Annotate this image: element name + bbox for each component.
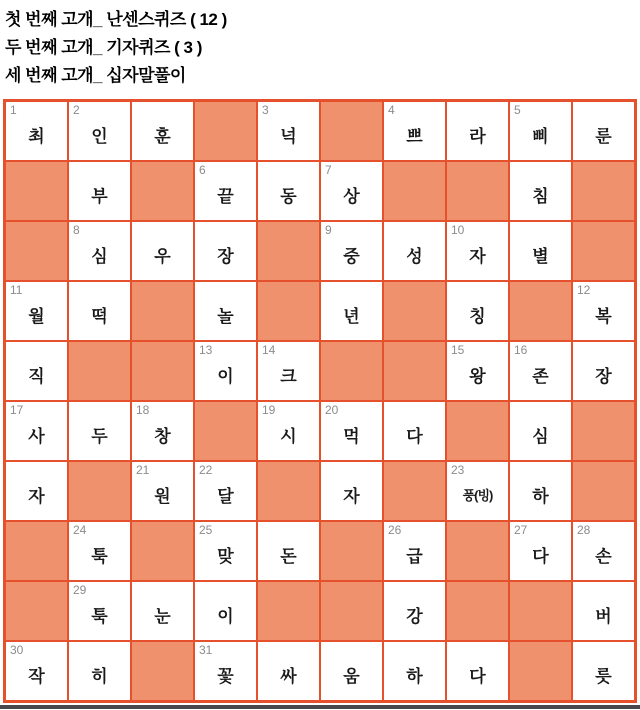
cell-letter: 장 bbox=[217, 247, 234, 266]
puzzle-cell[interactable] bbox=[573, 282, 634, 340]
clue-number: 11 bbox=[10, 283, 23, 297]
blocked-cell bbox=[6, 162, 67, 220]
puzzle-cell[interactable] bbox=[510, 522, 571, 580]
puzzle-cell[interactable] bbox=[447, 102, 508, 160]
puzzle-cell[interactable] bbox=[384, 102, 445, 160]
blocked-cell bbox=[573, 162, 634, 220]
crossword-grid bbox=[3, 99, 637, 703]
puzzle-cell[interactable] bbox=[510, 462, 571, 520]
cell-letter: 칭 bbox=[469, 307, 486, 326]
cell-letter: 룬 bbox=[595, 127, 612, 146]
puzzle-cell[interactable] bbox=[69, 102, 130, 160]
blocked-cell bbox=[132, 522, 193, 580]
blocked-cell bbox=[384, 282, 445, 340]
puzzle-cell[interactable] bbox=[6, 342, 67, 400]
cell-letter: 이 bbox=[217, 367, 234, 386]
cell-letter: 툭 bbox=[91, 547, 108, 566]
cell-letter: 쁘 bbox=[406, 127, 423, 146]
cell-letter: 사 bbox=[28, 427, 45, 446]
puzzle-cell[interactable] bbox=[69, 222, 130, 280]
puzzle-cell[interactable] bbox=[573, 102, 634, 160]
cell-letter: 중 bbox=[343, 247, 360, 266]
blocked-cell bbox=[69, 342, 130, 400]
cell-letter: 침 bbox=[532, 187, 549, 206]
cell-letter: 맞 bbox=[217, 547, 234, 566]
cell-letter: 우 bbox=[154, 247, 171, 266]
puzzle-cell[interactable] bbox=[132, 582, 193, 640]
puzzle-cell[interactable] bbox=[195, 342, 256, 400]
cell-letter: 심 bbox=[91, 247, 108, 266]
cell-letter: 라 bbox=[469, 127, 486, 146]
cell-letter: 부 bbox=[91, 187, 108, 206]
cell-letter: 최 bbox=[28, 127, 45, 146]
cell-letter: 창 bbox=[154, 427, 171, 446]
puzzle-cell[interactable] bbox=[132, 462, 193, 520]
cell-letter: 동 bbox=[280, 187, 297, 206]
puzzle-cell[interactable] bbox=[195, 582, 256, 640]
cell-letter: 릇 bbox=[595, 667, 612, 686]
puzzle-cell[interactable] bbox=[69, 582, 130, 640]
puzzle-cell[interactable] bbox=[510, 342, 571, 400]
clue-number: 19 bbox=[262, 403, 276, 417]
clue-number: 31 bbox=[199, 643, 213, 657]
puzzle-cell[interactable] bbox=[6, 282, 67, 340]
cell-letter: 상 bbox=[343, 187, 360, 206]
puzzle-cell[interactable] bbox=[447, 342, 508, 400]
clue-number: 18 bbox=[136, 403, 150, 417]
blocked-cell bbox=[447, 402, 508, 460]
puzzle-cell[interactable] bbox=[573, 642, 634, 700]
blocked-cell bbox=[321, 522, 382, 580]
clue-number: 27 bbox=[514, 523, 528, 537]
blocked-cell bbox=[258, 222, 319, 280]
puzzle-cell[interactable] bbox=[6, 102, 67, 160]
puzzle-cell[interactable] bbox=[384, 522, 445, 580]
puzzle-cell[interactable] bbox=[510, 162, 571, 220]
puzzle-cell[interactable] bbox=[195, 162, 256, 220]
blocked-cell bbox=[384, 162, 445, 220]
puzzle-cell[interactable] bbox=[258, 162, 319, 220]
clue-number: 6 bbox=[199, 163, 206, 177]
cell-letter: 심 bbox=[532, 427, 549, 446]
puzzle-cell[interactable] bbox=[447, 642, 508, 700]
puzzle-cell[interactable] bbox=[447, 222, 508, 280]
blocked-cell bbox=[384, 342, 445, 400]
cell-letter: 강 bbox=[406, 607, 423, 626]
cell-letter: 이 bbox=[217, 607, 234, 626]
quiz-step-1: 첫 번째 고개_ 난센스퀴즈 ( 12 ) bbox=[5, 10, 227, 29]
puzzle-cell[interactable] bbox=[447, 462, 508, 520]
quiz-step-2: 두 번째 고개_ 기자퀴즈 ( 3 ) bbox=[5, 38, 202, 57]
puzzle-cell[interactable] bbox=[258, 102, 319, 160]
cell-letter: 존 bbox=[532, 367, 549, 386]
cell-letter: 크 bbox=[280, 367, 297, 386]
blocked-cell bbox=[447, 162, 508, 220]
cell-letter: 별 bbox=[532, 247, 549, 266]
blocked-cell bbox=[195, 402, 256, 460]
cell-letter: 년 bbox=[343, 307, 360, 326]
blocked-cell bbox=[132, 282, 193, 340]
puzzle-cell[interactable] bbox=[321, 222, 382, 280]
blocked-cell bbox=[258, 582, 319, 640]
puzzle-cell[interactable] bbox=[258, 642, 319, 700]
cell-letter: 급 bbox=[406, 547, 423, 566]
clue-number: 13 bbox=[199, 343, 213, 357]
cell-letter: 히 bbox=[91, 667, 108, 686]
cell-letter: 다 bbox=[469, 667, 486, 686]
cell-letter: 복 bbox=[595, 307, 612, 326]
cell-letter: 꽃 bbox=[217, 667, 234, 686]
blocked-cell bbox=[447, 522, 508, 580]
clue-number: 23 bbox=[451, 463, 465, 477]
puzzle-cell[interactable] bbox=[384, 402, 445, 460]
blocked-cell bbox=[321, 102, 382, 160]
cell-letter: 작 bbox=[28, 667, 45, 686]
puzzle-cell[interactable] bbox=[69, 282, 130, 340]
puzzle-cell[interactable] bbox=[132, 402, 193, 460]
blocked-cell bbox=[258, 282, 319, 340]
cell-letter: 먹 bbox=[343, 427, 360, 446]
puzzle-cell[interactable] bbox=[69, 642, 130, 700]
cell-letter: 장 bbox=[595, 367, 612, 386]
clue-number: 26 bbox=[388, 523, 402, 537]
blocked-cell bbox=[510, 642, 571, 700]
puzzle-cell[interactable] bbox=[195, 282, 256, 340]
cell-letter: 손 bbox=[595, 547, 612, 566]
cell-letter: 성 bbox=[406, 247, 423, 266]
clue-number: 1 bbox=[10, 103, 17, 117]
clue-number: 10 bbox=[451, 223, 465, 237]
blocked-cell bbox=[6, 582, 67, 640]
cell-letter: 자 bbox=[343, 487, 360, 506]
cell-letter: 눈 bbox=[154, 607, 171, 626]
clue-number: 24 bbox=[73, 523, 87, 537]
clue-number: 15 bbox=[451, 343, 465, 357]
clue-number: 9 bbox=[325, 223, 332, 237]
cell-letter: 버 bbox=[595, 607, 612, 626]
puzzle-cell[interactable] bbox=[321, 402, 382, 460]
blocked-cell bbox=[132, 642, 193, 700]
puzzle-cell[interactable] bbox=[69, 402, 130, 460]
cell-letter: 다 bbox=[406, 427, 423, 446]
cell-letter: 풍(빙) bbox=[462, 488, 493, 503]
cell-letter: 놀 bbox=[217, 307, 234, 326]
puzzle-cell[interactable] bbox=[384, 642, 445, 700]
clue-number: 8 bbox=[73, 223, 80, 237]
puzzle-cell[interactable] bbox=[573, 522, 634, 580]
clue-number: 2 bbox=[73, 103, 80, 117]
cell-letter: 두 bbox=[91, 427, 108, 446]
cell-letter: 떡 bbox=[91, 307, 108, 326]
puzzle-cell[interactable] bbox=[573, 582, 634, 640]
blocked-cell bbox=[132, 342, 193, 400]
cell-letter: 자 bbox=[469, 247, 486, 266]
blocked-cell bbox=[573, 222, 634, 280]
puzzle-cell[interactable] bbox=[258, 522, 319, 580]
cell-letter: 왕 bbox=[469, 367, 486, 386]
blocked-cell bbox=[321, 342, 382, 400]
blocked-cell bbox=[132, 162, 193, 220]
puzzle-cell[interactable] bbox=[195, 462, 256, 520]
blocked-cell bbox=[384, 462, 445, 520]
cell-letter: 자 bbox=[28, 487, 45, 506]
blocked-cell bbox=[573, 402, 634, 460]
puzzle-cell[interactable] bbox=[510, 102, 571, 160]
puzzle-cell[interactable] bbox=[321, 282, 382, 340]
clue-number: 29 bbox=[73, 583, 87, 597]
puzzle-cell[interactable] bbox=[321, 642, 382, 700]
clue-number: 17 bbox=[10, 403, 24, 417]
puzzle-cell[interactable] bbox=[447, 282, 508, 340]
puzzle-cell[interactable] bbox=[384, 582, 445, 640]
blocked-cell bbox=[447, 582, 508, 640]
blocked-cell bbox=[573, 462, 634, 520]
blocked-cell bbox=[69, 462, 130, 520]
clue-number: 12 bbox=[577, 283, 591, 297]
cell-letter: 인 bbox=[91, 127, 108, 146]
clue-number: 4 bbox=[388, 103, 395, 117]
cell-letter: 툭 bbox=[91, 607, 108, 626]
puzzle-cell[interactable] bbox=[6, 402, 67, 460]
clue-number: 30 bbox=[10, 643, 24, 657]
puzzle-cell[interactable] bbox=[6, 642, 67, 700]
puzzle-cell[interactable] bbox=[573, 342, 634, 400]
puzzle-cell[interactable] bbox=[510, 222, 571, 280]
cell-letter: 하 bbox=[532, 487, 549, 506]
puzzle-cell[interactable] bbox=[195, 522, 256, 580]
clue-number: 16 bbox=[514, 343, 528, 357]
puzzle-cell[interactable] bbox=[258, 342, 319, 400]
cell-letter: 싸 bbox=[280, 667, 297, 686]
puzzle-cell[interactable] bbox=[195, 222, 256, 280]
puzzle-cell[interactable] bbox=[69, 522, 130, 580]
puzzle-cell[interactable] bbox=[510, 402, 571, 460]
clue-number: 21 bbox=[136, 463, 150, 477]
clue-number: 3 bbox=[262, 103, 269, 117]
cell-letter: 월 bbox=[28, 307, 45, 326]
puzzle-cell[interactable] bbox=[321, 462, 382, 520]
cell-letter: 삐 bbox=[532, 127, 549, 146]
clue-number: 7 bbox=[325, 163, 332, 177]
cell-letter: 직 bbox=[28, 367, 45, 386]
blocked-cell bbox=[6, 222, 67, 280]
cell-letter: 원 bbox=[154, 487, 171, 506]
cell-letter: 달 bbox=[217, 487, 234, 506]
clue-number: 25 bbox=[199, 523, 213, 537]
cell-letter: 하 bbox=[406, 667, 423, 686]
puzzle-cell[interactable] bbox=[69, 162, 130, 220]
blocked-cell bbox=[6, 522, 67, 580]
cell-letter: 훈 bbox=[154, 127, 171, 146]
puzzle-cell[interactable] bbox=[384, 222, 445, 280]
clue-number: 22 bbox=[199, 463, 213, 477]
clue-number: 20 bbox=[325, 403, 339, 417]
quiz-header bbox=[0, 0, 640, 90]
clue-number: 5 bbox=[514, 103, 521, 117]
blocked-cell bbox=[258, 462, 319, 520]
blocked-cell bbox=[510, 282, 571, 340]
blocked-cell bbox=[195, 102, 256, 160]
quiz-step-3: 세 번째 고개_ 십자말풀이 bbox=[5, 66, 186, 85]
clue-number: 28 bbox=[577, 523, 591, 537]
blocked-cell bbox=[510, 582, 571, 640]
cell-letter: 다 bbox=[532, 547, 549, 566]
cell-letter: 움 bbox=[343, 667, 360, 686]
cell-letter: 돈 bbox=[280, 547, 297, 566]
clue-number: 14 bbox=[262, 343, 276, 357]
cell-letter: 끝 bbox=[217, 187, 234, 206]
cell-letter: 넉 bbox=[280, 127, 297, 146]
puzzle-cell[interactable] bbox=[195, 642, 256, 700]
blocked-cell bbox=[321, 582, 382, 640]
puzzle-cell[interactable] bbox=[132, 222, 193, 280]
puzzle-cell[interactable] bbox=[258, 402, 319, 460]
cell-letter: 시 bbox=[280, 427, 297, 446]
puzzle-cell[interactable] bbox=[132, 102, 193, 160]
puzzle-cell[interactable] bbox=[321, 162, 382, 220]
puzzle-cell[interactable] bbox=[6, 462, 67, 520]
bottom-divider bbox=[0, 705, 640, 709]
